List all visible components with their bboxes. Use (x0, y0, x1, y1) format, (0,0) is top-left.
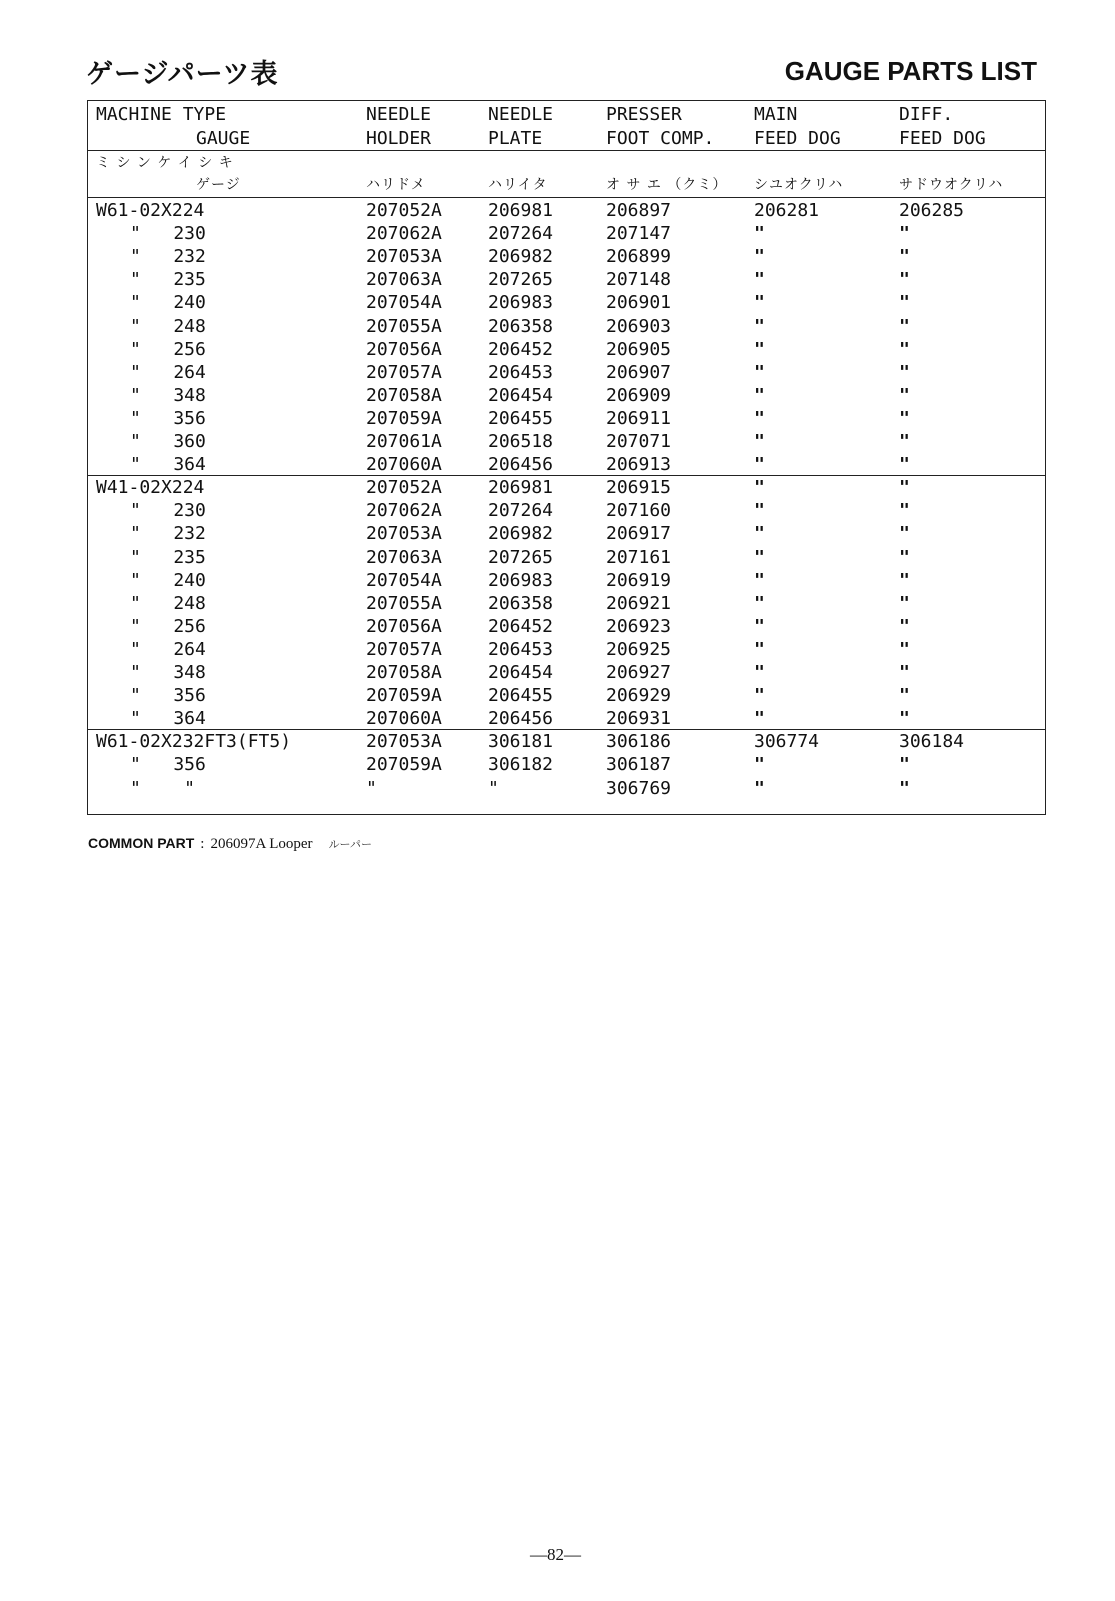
table-row (88, 338, 1045, 362)
table-cell: " (899, 754, 910, 776)
table-cell: " (899, 431, 910, 452)
table-cell: " (488, 777, 499, 799)
table-cell: 206897 (606, 200, 672, 221)
table-cell: 207054A (366, 569, 442, 591)
table-cell: " (754, 500, 765, 522)
kana-diff-feed-dog: サドウオクリハ (899, 177, 1004, 193)
table-cell: " 348 (130, 662, 206, 683)
common-part-value: 206097A Looper (210, 836, 313, 852)
table-row (88, 291, 1045, 315)
table-cell: 306187 (606, 754, 672, 776)
table-cell: 206358 (488, 315, 554, 337)
table-cell: 207058A (366, 384, 442, 406)
table-cell: 207060A (366, 708, 442, 730)
header-gauge: GAUGE (196, 128, 251, 149)
table-cell: " (899, 500, 910, 522)
table-cell: " (899, 592, 910, 614)
table-cell: 207056A (366, 615, 442, 637)
table-cell: 207160 (606, 500, 672, 522)
table-cell: 206518 (488, 431, 554, 452)
table-cell: 206931 (606, 708, 672, 730)
header-diff-feed-dog: FEED DOG (899, 128, 986, 149)
table-cell: 207059A (366, 407, 442, 429)
table-cell: " (899, 407, 910, 429)
table-cell: 207147 (606, 223, 672, 245)
table-cell: 206921 (606, 592, 672, 614)
table-cell: W61-02X224 (96, 200, 205, 221)
table-cell: 207056A (366, 338, 442, 360)
table-row (88, 361, 1045, 385)
table-cell: 206917 (606, 523, 672, 545)
table-row (88, 777, 1045, 801)
table-cell: 207057A (366, 361, 442, 383)
table-cell: 207052A (366, 200, 442, 221)
page-title-jp: ゲージパーツ表 (86, 59, 279, 90)
table-cell: 206923 (606, 615, 672, 637)
table-cell: " (899, 338, 910, 360)
table-cell: " 235 (130, 269, 206, 291)
table-cell: " 360 (130, 431, 206, 452)
common-part-jp: ルーパー (328, 838, 372, 851)
table-row (88, 592, 1045, 616)
table-cell: " 230 (130, 500, 206, 522)
table-cell: 206927 (606, 662, 672, 683)
table-cell: 206911 (606, 407, 672, 429)
kana-row-1 (88, 152, 1045, 176)
kana-machine-type: ミ シ ン ケ イ シ キ (96, 155, 234, 171)
table-cell: 206454 (488, 384, 554, 406)
table-cell: 206905 (606, 338, 672, 360)
table-cell: " (754, 592, 765, 614)
table-cell: 207054A (366, 292, 442, 314)
header-holder: HOLDER (366, 128, 432, 149)
table-cell: 207063A (366, 269, 442, 291)
header-diff: DIFF. (899, 104, 954, 125)
page-title: GAUGE PARTS LIST (784, 56, 1037, 86)
table-cell: 206452 (488, 338, 554, 360)
kana-plate: ハリイタ (488, 177, 548, 193)
header-row-1 (88, 103, 1045, 127)
table-cell: " (754, 523, 765, 545)
table-cell: 206909 (606, 384, 672, 406)
table-cell: 206358 (488, 592, 554, 614)
table-row (88, 522, 1045, 546)
header-foot-comp: FOOT COMP. (606, 128, 715, 149)
table-cell: 206907 (606, 361, 672, 383)
table-cell: " (754, 315, 765, 337)
common-part-label: COMMON PART (88, 835, 195, 851)
table-cell: " 230 (130, 223, 206, 245)
table-cell: 206915 (606, 477, 672, 499)
table-cell: 207060A (366, 454, 442, 476)
table-cell: " (754, 569, 765, 591)
table-cell: " (899, 315, 910, 337)
table-cell: 306769 (606, 777, 672, 799)
table-cell: 306181 (488, 731, 554, 753)
table-row (88, 407, 1045, 431)
table-cell: 207053A (366, 246, 442, 268)
table-cell: 206913 (606, 454, 672, 476)
table-cell: 206285 (899, 200, 965, 221)
table-cell: " (754, 708, 765, 730)
table-cell: 207161 (606, 546, 672, 568)
header-main: MAIN (754, 104, 798, 125)
table-cell: " 256 (130, 615, 206, 637)
table-cell: " 356 (130, 407, 206, 429)
kana-row-2 (88, 174, 1045, 198)
table-cell: 207059A (366, 754, 442, 776)
table-cell: " (754, 431, 765, 452)
table-cell: " 356 (130, 754, 206, 776)
table-row (88, 707, 1045, 731)
table-cell: 207052A (366, 477, 442, 499)
table-cell: 207053A (366, 523, 442, 545)
table-cell: W61-02X232FT3(FT5) (96, 731, 292, 753)
header-feed-dog: FEED DOG (754, 128, 841, 149)
table-cell: 306184 (899, 731, 965, 753)
table-cell: " 240 (130, 569, 206, 591)
header-row-2 (88, 127, 1045, 151)
table-cell: " " (130, 777, 196, 799)
table-cell: " (899, 685, 910, 707)
table-cell: " (754, 454, 765, 476)
table-cell: 206453 (488, 638, 554, 660)
table-cell: " (754, 546, 765, 568)
table-cell: 206903 (606, 315, 672, 337)
page-number: —82— (530, 1545, 581, 1564)
table-cell: 206981 (488, 200, 554, 221)
table-cell: 206454 (488, 662, 554, 683)
table-row (88, 546, 1045, 570)
header-plate: PLATE (488, 128, 543, 149)
table-cell: " (754, 638, 765, 660)
table-cell: 207062A (366, 223, 442, 245)
table-cell: 207059A (366, 685, 442, 707)
table-row (88, 430, 1045, 454)
table-cell: " (754, 685, 765, 707)
header-needle-plate: NEEDLE (488, 104, 554, 125)
table-cell: " 232 (130, 246, 206, 268)
table-cell: " (899, 523, 910, 545)
table-cell: 206899 (606, 246, 672, 268)
table-cell: 207063A (366, 546, 442, 568)
table-row (88, 730, 1045, 754)
header-needle-holder: NEEDLE (366, 104, 432, 125)
table-cell: " (899, 546, 910, 568)
table-cell: " (366, 777, 377, 799)
table-row (88, 476, 1045, 500)
table-cell: " (899, 708, 910, 730)
table-cell: 206982 (488, 246, 554, 268)
divider (88, 197, 1045, 198)
table-cell: " (754, 338, 765, 360)
table-cell: 207264 (488, 223, 554, 245)
table-cell: " (899, 223, 910, 245)
table-row (88, 384, 1045, 408)
table-cell: 206456 (488, 708, 554, 730)
table-cell: 207265 (488, 546, 554, 568)
table-cell: 207148 (606, 269, 672, 291)
table-cell: 207061A (366, 431, 442, 452)
table-cell: 206456 (488, 454, 554, 476)
table-cell: " (754, 662, 765, 683)
table-cell: " (754, 615, 765, 637)
table-cell: " 364 (130, 454, 206, 476)
table-cell: 207055A (366, 315, 442, 337)
table-cell: " 240 (130, 292, 206, 314)
table-cell: 206983 (488, 292, 554, 314)
table-cell: " 356 (130, 685, 206, 707)
common-part (88, 835, 372, 853)
table-cell: 206929 (606, 685, 672, 707)
table-cell: " (754, 407, 765, 429)
table-cell: 206982 (488, 523, 554, 545)
table-cell: 207264 (488, 500, 554, 522)
table-cell: 306186 (606, 731, 672, 753)
table-row (88, 499, 1045, 523)
table-cell: 207062A (366, 500, 442, 522)
header-machine-type: MACHINE TYPE (96, 104, 227, 125)
table-cell: " (899, 384, 910, 406)
table-row (88, 245, 1045, 269)
table-cell: " 248 (130, 592, 206, 614)
common-part-separator: : (200, 836, 205, 852)
table-cell: " (899, 662, 910, 683)
table-cell: 206455 (488, 685, 554, 707)
table-row (88, 315, 1045, 339)
table-row (88, 569, 1045, 593)
table-row (88, 684, 1045, 708)
table-row (88, 638, 1045, 662)
divider (88, 150, 1045, 151)
table-cell: 206981 (488, 477, 554, 499)
table-cell: 207265 (488, 269, 554, 291)
table-cell: 207071 (606, 431, 672, 452)
table-cell: " 248 (130, 315, 206, 337)
table-cell: " 264 (130, 638, 206, 660)
kana-holder: ハリドメ (366, 177, 426, 193)
table-row (88, 268, 1045, 292)
kana-gauge: ゲージ (196, 177, 241, 193)
table-cell: 206453 (488, 361, 554, 383)
table-cell: " (899, 292, 910, 314)
table-row (88, 453, 1045, 477)
table-cell: " (899, 361, 910, 383)
table-cell: 306182 (488, 754, 554, 776)
table-cell: " (899, 454, 910, 476)
table-cell: 206281 (754, 200, 820, 221)
table-cell: " (754, 777, 765, 799)
table-row (88, 661, 1045, 685)
table-cell: " (754, 477, 765, 499)
table-cell: 207053A (366, 731, 442, 753)
table-cell: " (899, 638, 910, 660)
table-cell: " (754, 246, 765, 268)
table-cell: " 232 (130, 523, 206, 545)
table-cell: 206983 (488, 569, 554, 591)
table-cell: " (754, 384, 765, 406)
table-cell: " (754, 754, 765, 776)
kana-foot-comp: オ サ エ （クミ） (606, 177, 728, 193)
table-cell: 206455 (488, 407, 554, 429)
header-presser: PRESSER (606, 104, 682, 125)
table-cell: W41-02X224 (96, 477, 205, 499)
table-cell: 207055A (366, 592, 442, 614)
table-cell: " (754, 223, 765, 245)
table-cell: " 235 (130, 546, 206, 568)
table-cell: " (754, 292, 765, 314)
table-row (88, 199, 1045, 223)
table-cell: " 256 (130, 338, 206, 360)
table-cell: 206452 (488, 615, 554, 637)
table-row (88, 615, 1045, 639)
table-cell: " (899, 269, 910, 291)
table-cell: " (754, 361, 765, 383)
table-row (88, 753, 1045, 777)
table-cell: 206919 (606, 569, 672, 591)
table-cell: " (899, 777, 910, 799)
table-cell: " (899, 246, 910, 268)
table-cell: " 348 (130, 384, 206, 406)
table-cell: " 264 (130, 361, 206, 383)
table-cell: " (899, 477, 910, 499)
parts-table (87, 100, 1046, 815)
table-cell: " (899, 615, 910, 637)
kana-feed-dog: シユオクリハ (754, 177, 844, 193)
table-cell: " 364 (130, 708, 206, 730)
table-row (88, 222, 1045, 246)
table-cell: " (754, 269, 765, 291)
table-cell: 206901 (606, 292, 672, 314)
table-cell: " (899, 569, 910, 591)
table-cell: 207057A (366, 638, 442, 660)
table-cell: 207058A (366, 662, 442, 683)
table-cell: 206925 (606, 638, 672, 660)
table-cell: 306774 (754, 731, 820, 753)
